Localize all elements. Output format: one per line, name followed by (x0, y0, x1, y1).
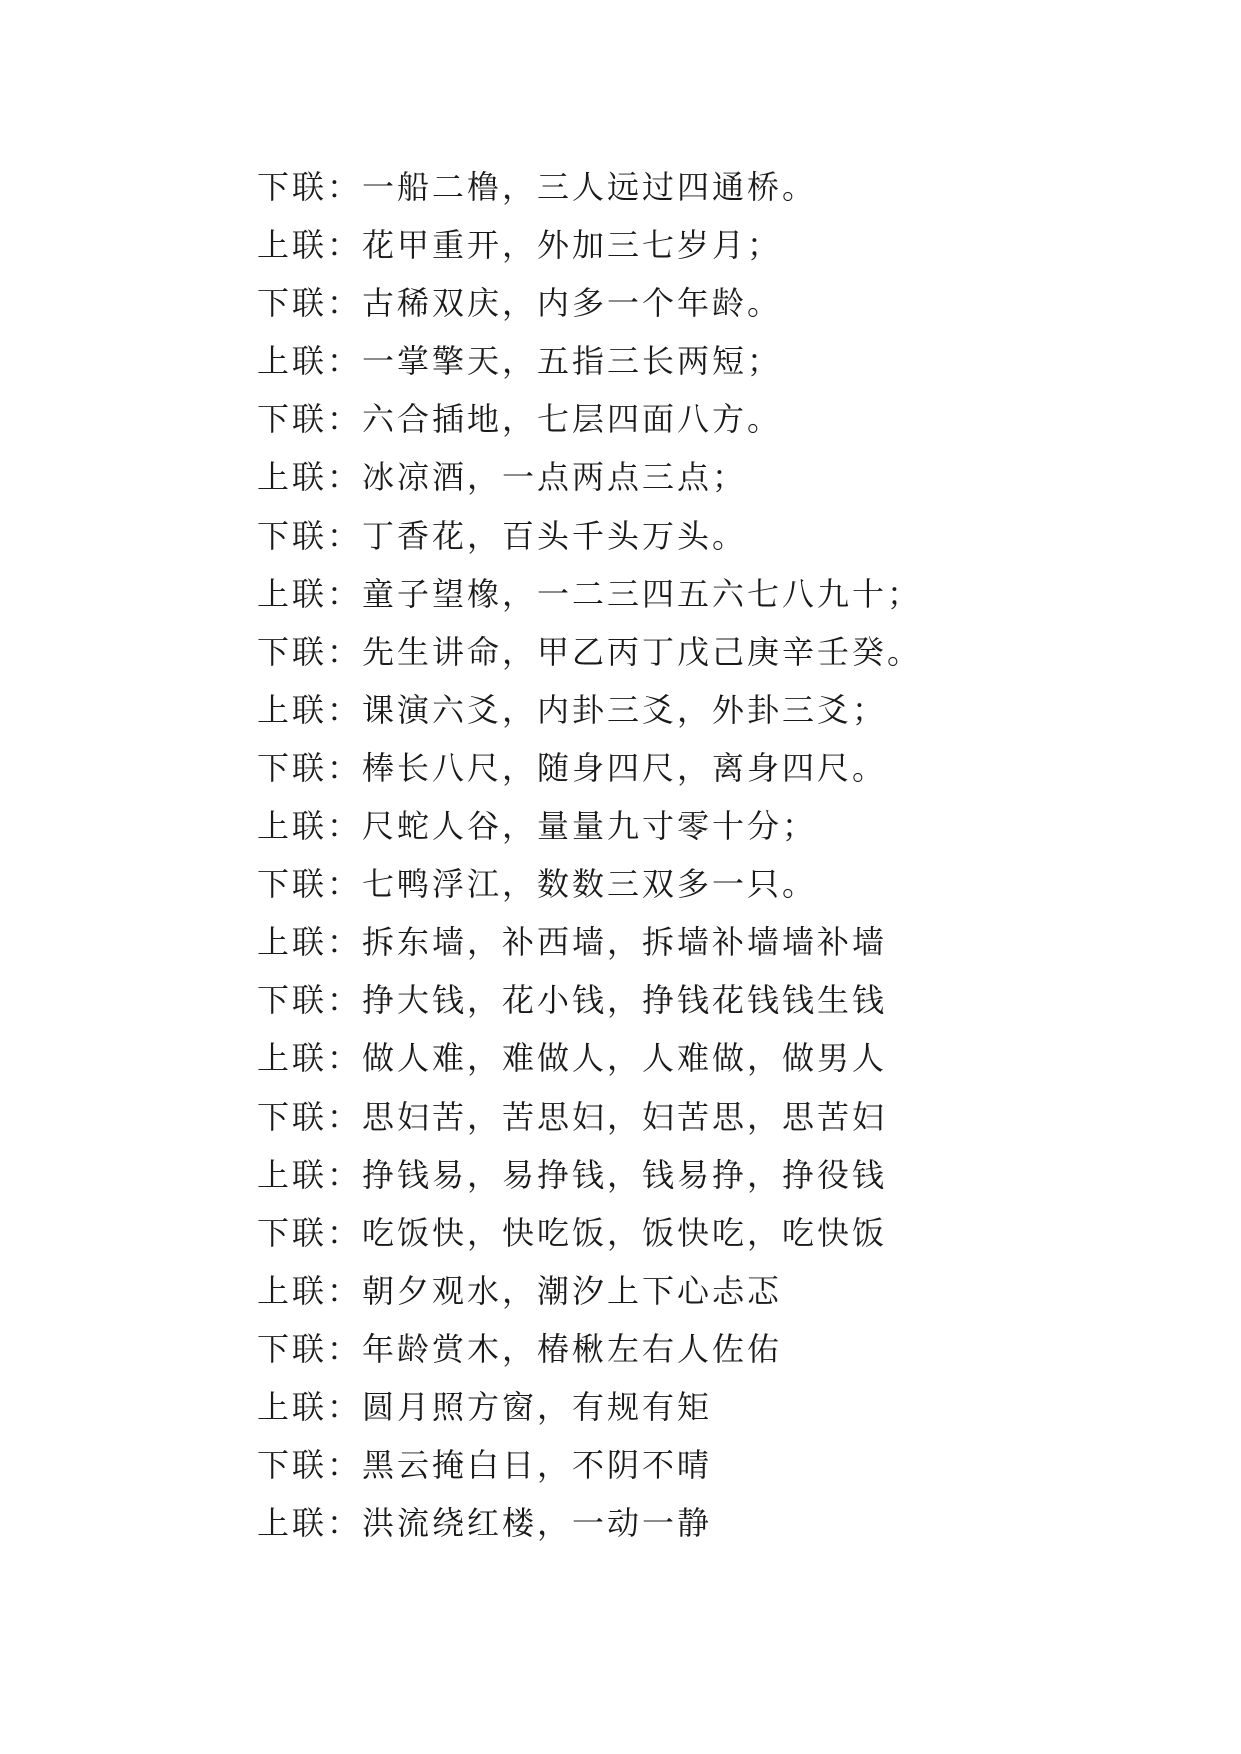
couplet-line: 上联：拆东墙，补西墙，拆墙补墙墙补墙 (257, 923, 888, 962)
couplet-line: 下联：吃饭快，快吃饭，饭快吃，吃快饭 (257, 1213, 888, 1252)
couplet-line: 下联：六合插地，七层四面八方。 (257, 400, 783, 439)
couplet-line: 下联：棒长八尺，随身四尺，离身四尺。 (257, 748, 888, 787)
couplet-line: 上联：冰凉酒，一点两点三点； (257, 458, 748, 497)
couplet-line: 上联：朝夕观水，潮汐上下心忐忑 (257, 1271, 783, 1310)
couplet-line: 上联：挣钱易，易挣钱，钱易挣，挣役钱 (257, 1155, 888, 1194)
couplet-line: 上联：童子望橡，一二三四五六七八九十； (257, 574, 923, 613)
couplet-line: 下联：年龄赏木，椿楸左右人佐佑 (257, 1329, 783, 1368)
couplet-line: 上联：尺蛇人谷，量量九寸零十分； (257, 807, 818, 846)
couplet-line: 下联：七鸭浮江，数数三双多一只。 (257, 865, 818, 904)
couplet-line: 上联：做人难，难做人，人难做，做男人 (257, 1039, 888, 1078)
couplet-line: 下联：先生讲命，甲乙丙丁戊己庚辛壬癸。 (257, 632, 923, 671)
couplet-line: 上联：课演六爻，内卦三爻，外卦三爻； (257, 690, 888, 729)
couplet-line: 下联：一船二橹，三人远过四通桥。 (257, 168, 818, 206)
couplet-line: 上联：圆月照方窗，有规有矩 (257, 1387, 713, 1426)
couplet-line: 上联：花甲重开，外加三七岁月； (257, 226, 783, 265)
couplet-line: 下联：丁香花，百头千头万头。 (257, 516, 748, 555)
couplet-line: 上联：一掌擎天，五指三长两短； (257, 342, 783, 381)
couplet-line: 下联：挣大钱，花小钱，挣钱花钱钱生钱 (257, 981, 888, 1020)
couplet-list (257, 158, 1177, 1552)
couplet-line: 下联：黑云掩白日，不阴不晴 (257, 1446, 713, 1485)
couplet-line: 下联：古稀双庆，内多一个年龄。 (257, 284, 783, 323)
couplet-line: 上联：洪流绕红楼，一动一静 (257, 1504, 713, 1543)
couplet-line: 下联：思妇苦，苦思妇，妇苦思，思苦妇 (257, 1097, 888, 1136)
